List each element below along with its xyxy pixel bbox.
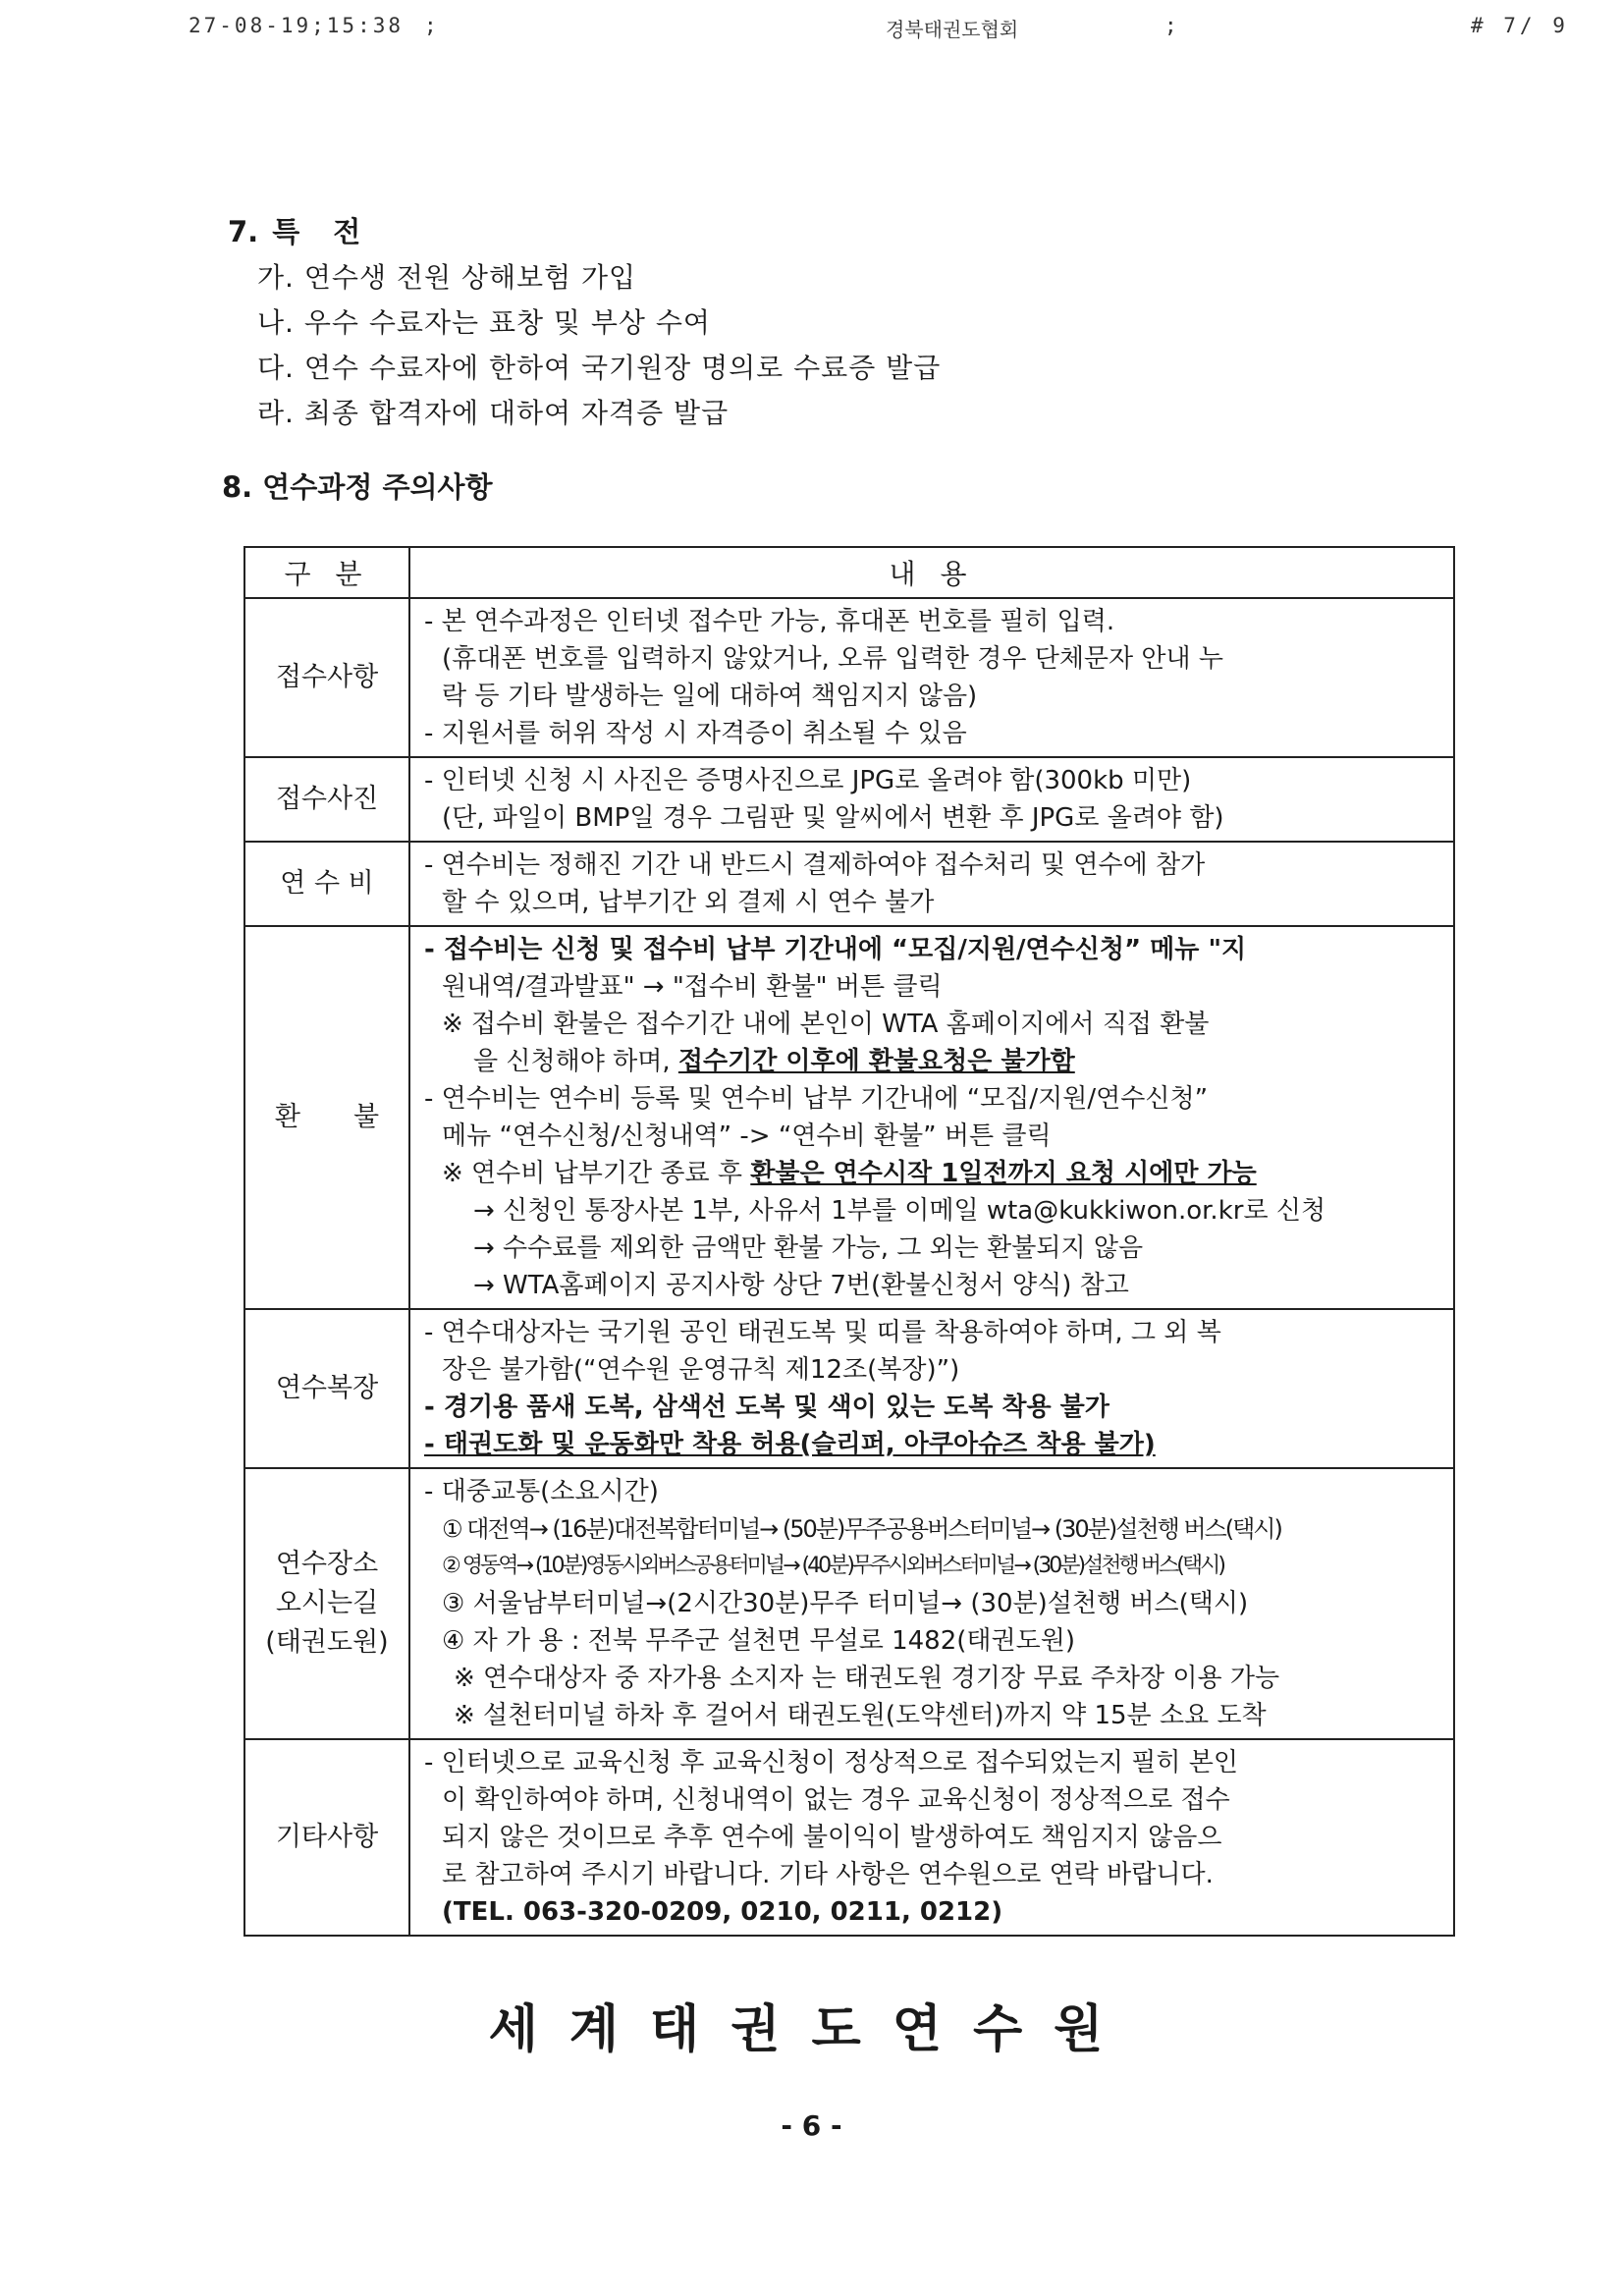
content-line: - 태권도화 및 운동화만 착용 허용(슬리퍼, 아쿠아슈즈 착용 불가) <box>424 1430 1156 1459</box>
fax-page-count: # 7/ 9 <box>1471 14 1569 37</box>
content-line: ※ 접수비 환불은 접수기간 내에 본인이 WTA 홈페이지에서 직접 환불 <box>442 1010 1210 1039</box>
row-content <box>409 598 1454 757</box>
row-content <box>409 1309 1454 1468</box>
content-text: 을 신청해야 하며, <box>473 1047 678 1076</box>
content-line: - 인터넷으로 교육신청 후 교육신청이 정상적으로 접수되었는지 필히 본인 <box>424 1748 1238 1777</box>
content-line: 장은 불가함(“연수원 운영규칙 제12조(복장)”) <box>442 1355 960 1385</box>
benefit-item: 다. 연수 수료자에 한하여 국기원장 명의로 수료증 발급 <box>257 352 942 384</box>
content-line: - 연수대상자는 국기원 공인 태권도복 및 띠를 착용하여야 하며, 그 외 복 <box>424 1318 1221 1347</box>
content-line: - 연수비는 정해진 기간 내 반드시 결제하여야 접수처리 및 연수에 참가 <box>424 850 1206 880</box>
content-line: - 인터넷 신청 시 사진은 증명사진으로 JPG로 올려야 함(300kb 미만) <box>424 766 1192 795</box>
fax-datetime: 27-08-19;15:38 <box>189 14 405 37</box>
content-line: ※ 연수대상자 중 자가용 소지자 는 태권도원 경기장 무료 주차장 이용 가능 <box>454 1664 1280 1693</box>
table-row <box>244 757 1454 842</box>
row-content <box>409 842 1454 926</box>
content-line: ① 대전역→ (16분)대전복합터미널→ (50분)무주공용버스터미널→ (30분)설천행 버스(택시) <box>442 1515 1281 1543</box>
content-line: - 접수비는 신청 및 접수비 납부 기간내에 “모집/지원/연수신청” 메뉴 "지 <box>424 935 1247 964</box>
row-content <box>409 926 1454 1309</box>
table-row <box>244 598 1454 757</box>
row-category: 기타사항 <box>244 1739 409 1936</box>
content-line: → 수수료를 제외한 금액만 환불 가능, 그 외는 환불되지 않음 <box>473 1233 1144 1263</box>
benefit-item: 가. 연수생 전원 상해보험 가입 <box>257 261 637 294</box>
section-7-name: 특전 <box>272 215 395 248</box>
content-line: - 본 연수과정은 인터넷 접수만 가능, 휴대폰 번호를 필히 입력. <box>424 607 1115 636</box>
content-line: 로 참고하여 주시기 바랍니다. 기타 사항은 연수원으로 연락 바랍니다. <box>442 1860 1214 1889</box>
content-line: ② 영동역→ (10분)영동시외버스공용터미널→ (40분)무주시외버스터미널→ (30분)설천행 버스(택시) <box>442 1554 1223 1578</box>
section-7-title <box>228 210 394 250</box>
section-7-number: 7. <box>228 215 259 248</box>
benefit-item: 라. 최종 합격자에 대하여 자격증 발급 <box>257 397 730 429</box>
content-line: - 지원서를 허위 작성 시 자격증이 취소될 수 있음 <box>424 719 967 748</box>
content-line <box>424 1043 1443 1080</box>
content-line: - 대중교통(소요시간) <box>424 1477 659 1506</box>
content-line: 락 등 기타 발생하는 일에 대하여 책임지지 않음) <box>442 682 978 711</box>
content-line: 원내역/결과발표" → "접수비 환불" 버튼 클릭 <box>442 972 943 1002</box>
row-content <box>409 1739 1454 1936</box>
content-line: ④ 자 가 용 : 전북 무주군 설천면 무설로 1482(태권도원) <box>442 1626 1075 1656</box>
table-row <box>244 1739 1454 1936</box>
header-content: 내 용 <box>409 547 1454 598</box>
contact-phone: (TEL. 063-320-0209, 0210, 0211, 0212) <box>442 1897 1003 1927</box>
content-line <box>424 1155 1443 1192</box>
section-8-title: 8. 연수과정 주의사항 <box>222 470 493 504</box>
category-line: 연수장소 <box>275 1549 379 1579</box>
row-category: 연 수 비 <box>244 842 409 926</box>
page-number: - 6 - <box>781 2109 842 2142</box>
table-row <box>244 1468 1454 1739</box>
underlined-notice: 환불은 연수시작 1일전까지 요청 시에만 가능 <box>750 1159 1257 1188</box>
content-line: ③ 서울남부터미널→(2시간30분)무주 터미널→ (30분)설천행 버스(택시) <box>442 1589 1249 1618</box>
benefit-list <box>257 255 941 436</box>
precautions-table <box>243 546 1455 1937</box>
table-row <box>244 926 1454 1309</box>
fax-separator: ; <box>424 14 437 37</box>
row-category: 접수사항 <box>244 598 409 757</box>
row-category: 환 불 <box>244 926 409 1309</box>
table-header-row <box>244 547 1454 598</box>
content-line: (휴대폰 번호를 입력하지 않았거나, 오류 입력한 경우 단체문자 안내 누 <box>442 644 1224 674</box>
content-line: - 경기용 품새 도복, 삼색선 도복 및 색이 있는 도복 착용 불가 <box>424 1393 1109 1422</box>
category-line: 오시는길 <box>275 1588 379 1618</box>
header-category: 구 분 <box>244 547 409 598</box>
benefit-item: 나. 우수 수료자는 표창 및 부상 수여 <box>257 306 711 339</box>
content-line: 이 확인하여야 하며, 신청내역이 없는 경우 교육신청이 정상적으로 접수 <box>442 1785 1230 1815</box>
underlined-notice: 접수기간 이후에 환불요청은 불가함 <box>677 1047 1075 1076</box>
content-line: → 신청인 통장사본 1부, 사유서 1부를 이메일 wta@kukkiwon.or.kr로 신청 <box>473 1196 1326 1226</box>
organization-name: 세계태권도연수원 <box>488 2000 1135 2059</box>
fax-header <box>0 14 1623 53</box>
row-category: 연수복장 <box>244 1309 409 1468</box>
content-text: ※ 연수비 납부기간 종료 후 <box>442 1159 751 1188</box>
row-content <box>409 757 1454 842</box>
content-line: 되지 않은 것이므로 추후 연수에 불이익이 발생하여도 책임지지 않음으 <box>442 1823 1222 1852</box>
table-row <box>244 1309 1454 1468</box>
row-content <box>409 1468 1454 1739</box>
content-line: 메뉴 “연수신청/신청내역” -> “연수비 환불” 버튼 클릭 <box>442 1121 1052 1151</box>
content-line: (단, 파일이 BMP일 경우 그림판 및 알씨에서 변환 후 JPG로 올려야 함) <box>442 803 1224 833</box>
category-line: (태권도원) <box>265 1627 389 1658</box>
content-line: 할 수 있으며, 납부기간 외 결제 시 연수 불가 <box>442 888 935 917</box>
fax-separator: ; <box>1164 14 1177 37</box>
table-row <box>244 842 1454 926</box>
row-category: 접수사진 <box>244 757 409 842</box>
content-line: → WTA홈페이지 공지사항 상단 7번(환불신청서 양식) 참고 <box>473 1271 1129 1300</box>
content-line: ※ 설천터미널 하차 후 걸어서 태권도원(도약센터)까지 약 15분 소요 도착 <box>454 1701 1267 1730</box>
row-category <box>244 1468 409 1739</box>
content-line: - 연수비는 연수비 등록 및 연수비 납부 기간내에 “모집/지원/연수신청” <box>424 1084 1209 1114</box>
fax-sender: 경북태권도협회 <box>886 18 1019 41</box>
